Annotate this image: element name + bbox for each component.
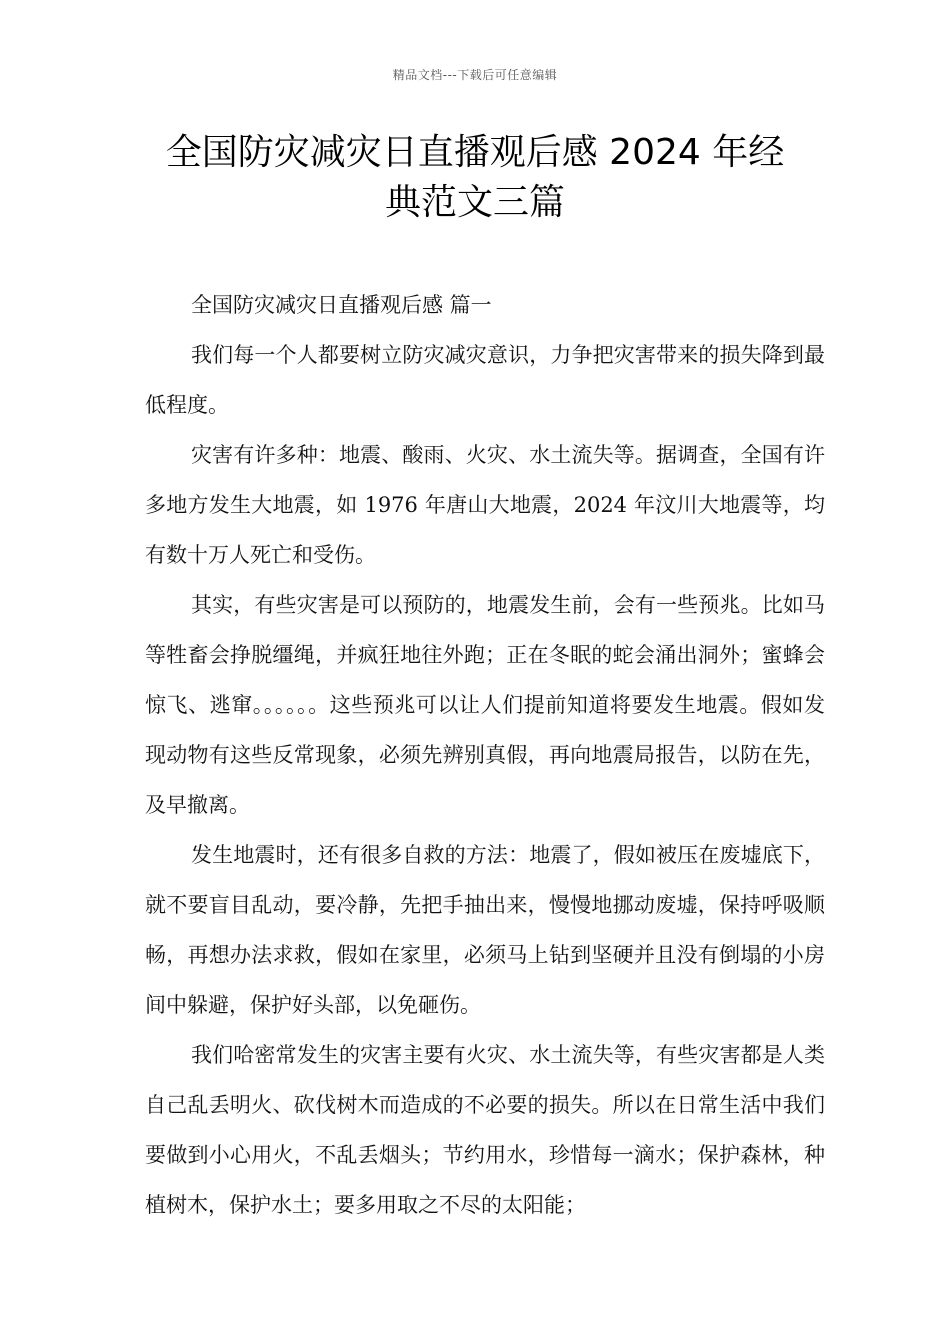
section-heading: 全国防灾减灾日直播观后感 篇一 (191, 293, 492, 317)
document-title (140, 128, 810, 228)
paragraph-1: 我们每一个人都要树立防灾减灾意识，力争把灾害带来的损失降到最低程度。 (145, 343, 825, 417)
paragraph-5: 我们哈密常发生的灾害主要有火灾、水土流失等，有些灾害都是人类自己乱丢明火、砍伐树木而造成的不必要的损失。所以在日常生活中我们要做到小心用火，不乱丢烟头；节约用水，珍惜每一滴水；保护森林，种植树木，保护水土；要多用取之不尽的太阳能； (145, 1043, 825, 1217)
paragraph-3: 其实，有些灾害是可以预防的，地震发生前，会有一些预兆。比如马等牲畜会挣脱缰绳，并疯狂地往外跑；正在冬眠的蛇会涌出洞外；蜜蜂会惊飞、逃窜。。。。。。这些预兆可以让人们提前知道将要发生地震。假如发现动物有这些反常现象，必须先辨别真假，再向地震局报告，以防在先，及早撤离。 (145, 593, 825, 817)
paragraph-2: 灾害有许多种：地震、酸雨、火灾、水土流失等。据调查，全国有许多地方发生大地震，如 1976 年唐山大地震，2024 年汶川大地震等，均有数十万人死亡和受伤。 (145, 443, 825, 567)
title-line-2: 典范文三篇 (384, 182, 565, 223)
header-note: 精品文档---下载后可任意编辑 (392, 68, 558, 82)
title-line-1: 全国防灾减灾日直播观后感 2024 年经 (165, 132, 785, 173)
document-body (145, 280, 825, 1230)
paragraph-4: 发生地震时，还有很多自救的方法：地震了，假如被压在废墟底下，就不要盲目乱动，要冷静，先把手抽出来，慢慢地挪动废墟，保持呼吸顺畅，再想办法求救，假如在家里，必须马上钻到坚硬并且没有倒塌的小房间中躲避，保护好头部，以免砸伤。 (145, 843, 825, 1017)
